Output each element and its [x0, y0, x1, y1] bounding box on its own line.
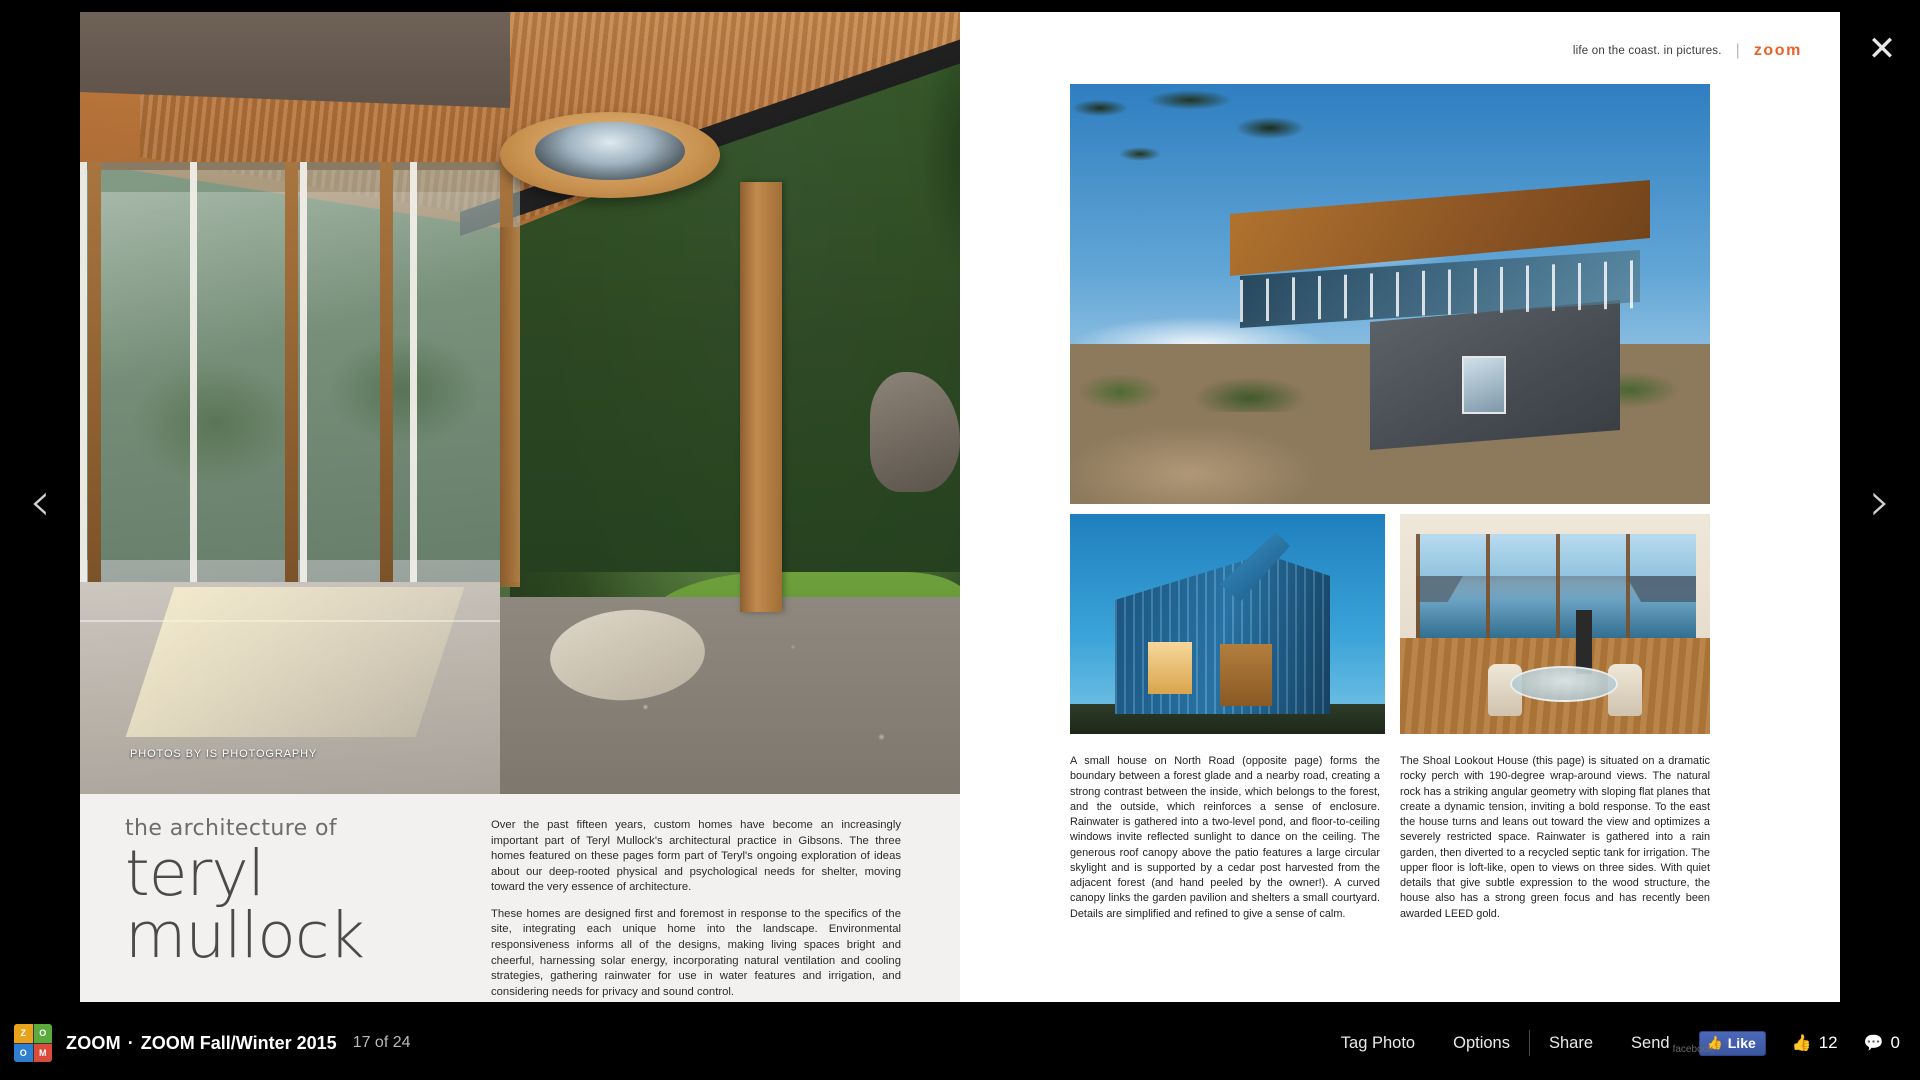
close-button[interactable]	[1862, 30, 1902, 70]
headline-title-line1: teryl	[125, 837, 265, 910]
page-header	[1573, 42, 1802, 60]
zoom-app-icon[interactable]	[14, 1024, 52, 1062]
cedar-post	[740, 182, 782, 612]
sunlight-patch	[126, 587, 465, 737]
house-window	[1462, 356, 1506, 414]
header-divider: |	[1735, 42, 1740, 59]
headline-title-line2: mullock	[125, 898, 364, 972]
app-icon-tile-3: O	[14, 1044, 33, 1063]
photo-credit: PHOTOS BY IS PHOTOGRAPHY	[130, 748, 318, 760]
like-count: 12	[1818, 1033, 1838, 1052]
magazine-page-right	[960, 12, 1840, 1002]
caption-column-right	[1400, 754, 1710, 922]
options-button[interactable]: Options	[1453, 1033, 1510, 1052]
photo-blue-house-dusk	[1070, 514, 1385, 734]
left-page-text	[80, 794, 960, 1002]
lit-window	[1148, 642, 1192, 694]
caption-text: The Shoal Lookout House (this page) is situated on a dramatic rocky perch with 190-degree wrap-around views. The natural rock has a striking angular geometry with sloping flat planes that create a dynamic tension, inviting a bold response. To the east the house turns and leans out toward the view and optimizes a severely restricted space. Rainwater is gathered into a rain garden, then diverted to a recycled septic tank for irrigation. The upper floor is loft-like, open to views on three sides. With quiet details that give subtle expression to the wood structure, the house also has a strong green focus and has recently been awarded LEED gold.	[1400, 755, 1710, 920]
comment-counter[interactable]	[1864, 1033, 1900, 1053]
app-icon-tile-4: M	[34, 1044, 53, 1063]
comment-count: 0	[1890, 1033, 1900, 1052]
magazine-page-left	[80, 12, 960, 1002]
app-title[interactable]: ZOOM	[66, 1032, 121, 1053]
door-frame	[88, 162, 101, 582]
door-frame	[380, 162, 393, 582]
secondary-post	[500, 227, 520, 587]
headline-block	[125, 812, 455, 1002]
caption-text: A small house on North Road (opposite page) forms the boundary between a forest glade and a nearby road, creating a strong contrast between the inside, which belongs to the forest, and the outside, which reinforces a sense of enclosure. Rainwater is gathered into a two-level pond, and floor-to-ceiling windows invite reflected sunlight to dance on the ceiling. The generous roof canopy above the patio features a large circular skylight and is supported by a cedar post harvested from the adjacent forest (and hand peeled by the owner!). A curved canopy links the garden pavilion and shelters a small courtyard. Details are simplified and refined to give a sense of calm.	[1070, 755, 1380, 920]
next-page-arrow[interactable]	[1840, 0, 1920, 1003]
thumbs-up-icon: 👍	[1791, 1035, 1812, 1052]
hero-photograph	[80, 12, 960, 794]
article-paragraph: Over the past fifteen years, custom homes have become an increasingly important part of Teryl Mullock's architectural practice in Gibsons. The three homes featured on these pages form part of Teryl's ongoing exploration of ideas about our deep-rooted physical and psychological needs for shelter, moving toward the very essence of architecture.	[491, 819, 901, 894]
previous-page-arrow[interactable]	[0, 0, 80, 1003]
wood-door	[1220, 644, 1272, 706]
comment-bubble-icon: 💬	[1863, 1035, 1884, 1052]
tag-photo-button[interactable]: Tag Photo	[1340, 1033, 1416, 1052]
send-button[interactable]: Send	[1631, 1033, 1670, 1052]
pine-branch	[1070, 84, 1330, 214]
skylight-glass	[535, 122, 685, 180]
caption-column-left	[1070, 754, 1380, 922]
magazine-tagline: life on the coast. in pictures.	[1572, 45, 1722, 57]
title-separator: ·	[127, 1032, 134, 1053]
window-frames	[1416, 534, 1696, 640]
glass-dining-table	[1510, 666, 1618, 702]
facebook-label: facebook	[1672, 1043, 1714, 1055]
viewer-bottom-bar	[0, 1006, 1920, 1080]
facebook-like-widget[interactable]	[1672, 1031, 1766, 1056]
like-counter[interactable]	[1792, 1033, 1838, 1053]
wood-stove-flue	[1576, 610, 1592, 674]
chevron-right-icon: ›	[1869, 469, 1891, 533]
zoom-logo: zoom	[1753, 42, 1802, 59]
right-page-captions	[1070, 754, 1710, 922]
magazine-spread[interactable]	[80, 12, 1840, 1002]
article-body	[491, 812, 901, 1002]
photo-shoal-lookout-exterior	[1070, 84, 1710, 504]
article-paragraph: These homes are designed first and foremost in response to the specifics of the site, integrating each unique home into the landscape. Environmental responsiveness informs all of the designs, making living spaces bright and cheerful, harnessing solar energy, incorporating natural ventilation and cooling strategies, gathering rainwater for use in water features and irrigation, and considering needs for privacy and sound control.	[491, 907, 901, 998]
album-title[interactable]: ZOOM Fall/Winter 2015	[140, 1032, 337, 1053]
facebook-like-label: Like	[1727, 1034, 1756, 1051]
chevron-left-icon: ‹	[29, 469, 51, 533]
door-frame	[285, 162, 298, 582]
share-button[interactable]: Share	[1548, 1033, 1594, 1052]
bottom-bar-actions	[1322, 1030, 1900, 1056]
app-icon-tile-2: O	[34, 1024, 53, 1043]
page-counter: 17 of 24	[352, 1034, 411, 1051]
app-icon-tile-1: Z	[14, 1024, 33, 1043]
photo-interior-ocean-view	[1400, 514, 1710, 734]
headline-kicker: the architecture of	[125, 816, 338, 841]
close-icon: ✕	[1867, 29, 1897, 69]
thumbs-up-icon: 👍	[1706, 1034, 1723, 1050]
window-mullions	[80, 162, 520, 582]
